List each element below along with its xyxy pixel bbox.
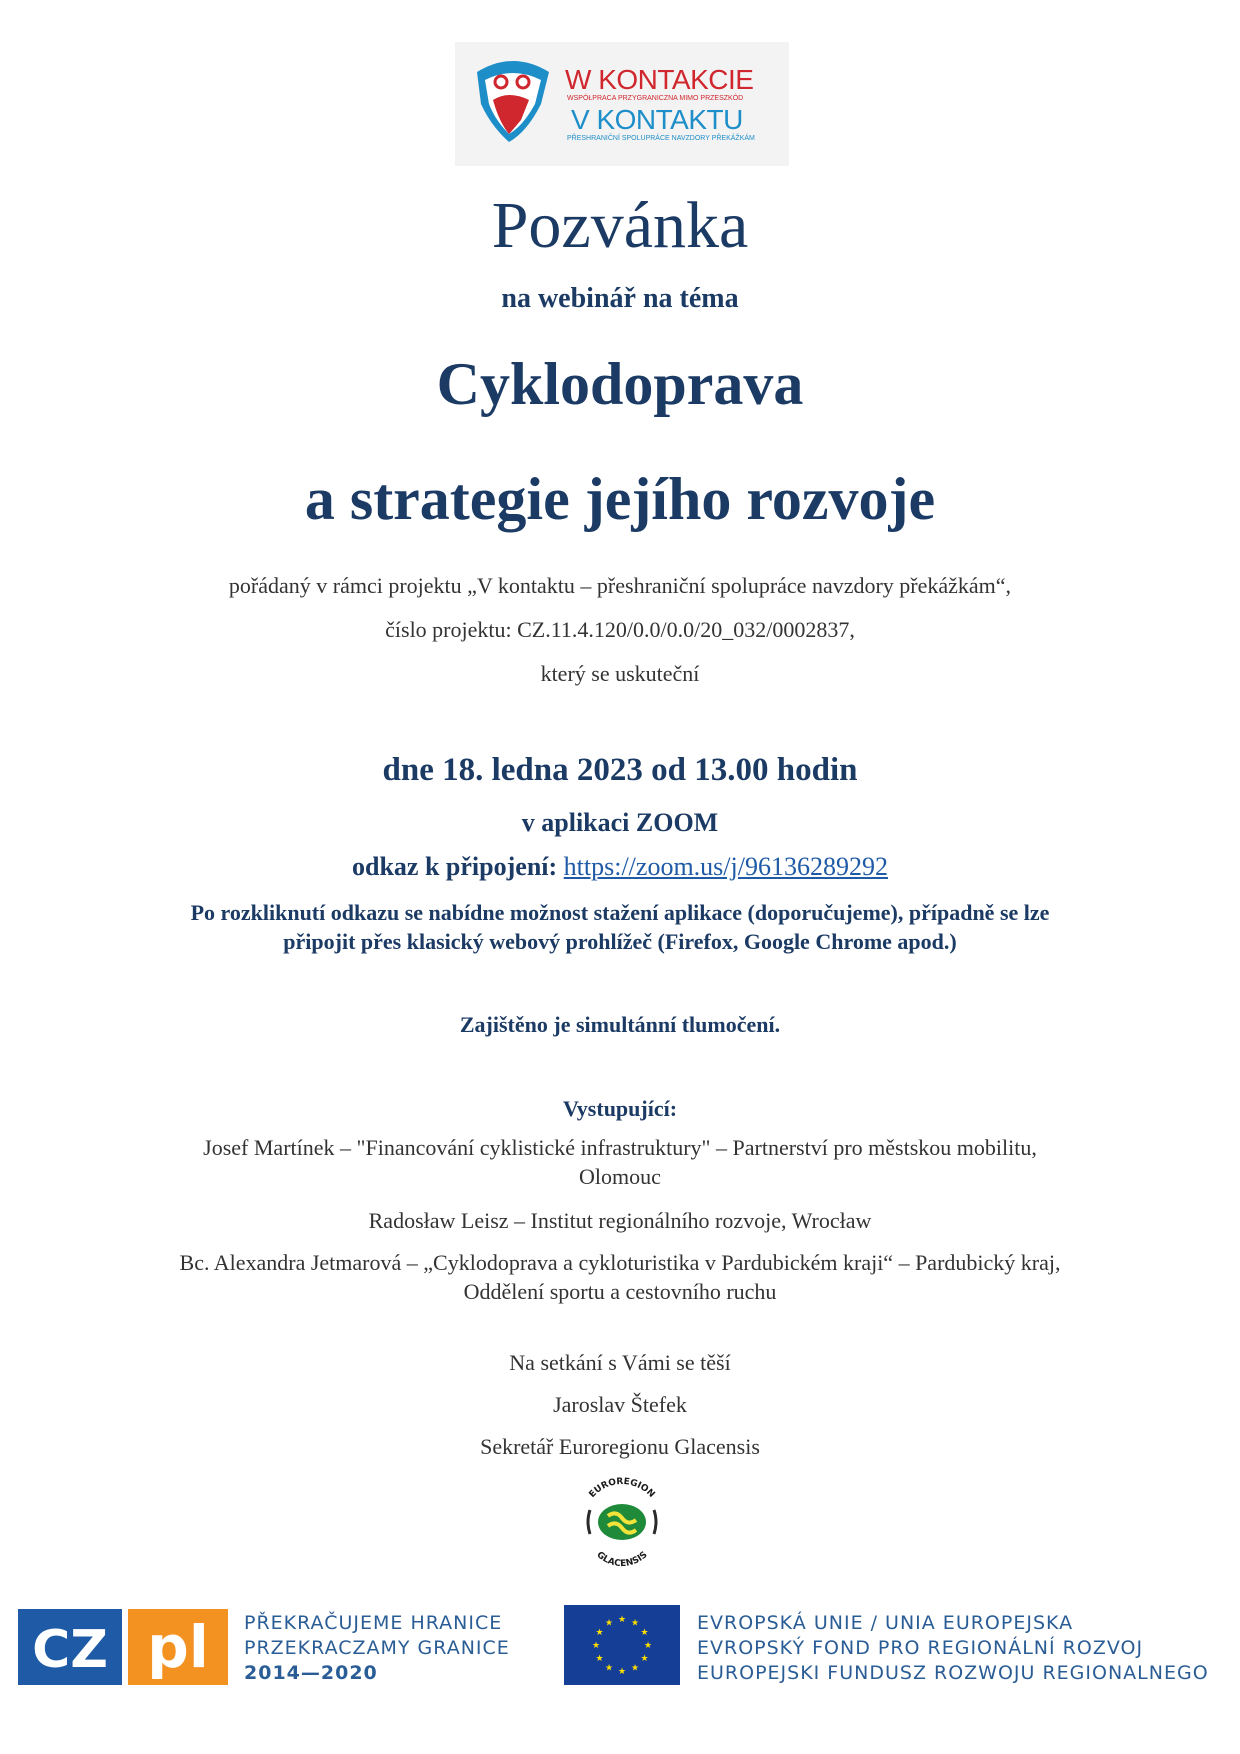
czpl-line-3: 2014—2020	[244, 1662, 378, 1684]
join-link-line	[0, 852, 1240, 882]
eu-line-3: EUROPEJSKI FUNDUSZ ROZWOJU REGIONALNEGO	[697, 1662, 1209, 1684]
euroregion-bottom-text: GLACENSIS	[594, 1550, 650, 1570]
project-logo	[455, 42, 789, 166]
project-logo-emblem	[463, 42, 563, 166]
speaker-line-1: Josef Martínek – "Financování cyklistické infrastruktury" – Partnerství pro městskou mobilitu,	[203, 1135, 1037, 1160]
speaker-line-1: Radosław Leisz – Institut regionálního rozvoje, Wrocław	[368, 1208, 872, 1233]
euroregion-glacensis-logo	[570, 1470, 674, 1574]
organized-by-text: pořádaný v rámci projektu „V kontaktu – přeshraniční spolupráce navzdory překážkám“,	[228, 573, 1012, 598]
zoom-link[interactable]: https://zoom.us/j/96136289292	[563, 852, 888, 881]
logo-line1-sub: WSPÓŁPRACA PRZYGRANICZNA MIMO PRZESZKÓD	[567, 95, 744, 102]
join-link-label: odkaz k připojení:	[352, 852, 558, 881]
svg-text:★: ★	[604, 1663, 614, 1674]
join-note-line-2: připojit přes klasický webový prohlížeč (Firefox, Google Chrome apod.)	[283, 929, 957, 954]
svg-text:★: ★	[595, 1628, 604, 1638]
svg-text:★: ★	[630, 1663, 640, 1674]
eu-flag-icon	[564, 1605, 680, 1685]
join-note-line-1: Po rozkliknutí odkazu se nabídne možnost stažení aplikace (doporučujeme), případně se lze	[190, 900, 1050, 925]
interpretation-note: Zajištěno je simultánní tlumočení.	[459, 1012, 781, 1037]
signer-role: Sekretář Euroregionu Glacensis	[480, 1434, 760, 1459]
logo-line1: W KONTAKCIE	[565, 64, 754, 95]
event-date: dne 18. ledna 2023 od 13.00 hodin	[382, 752, 858, 788]
czpl-line-1: PŘEKRAČUJEME HRANICE	[244, 1612, 503, 1634]
svg-text:★: ★	[643, 1641, 653, 1651]
speaker-item	[0, 1248, 1240, 1306]
svg-text:★: ★	[604, 1618, 614, 1629]
logo-line2-sub: PŘESHRANIČNÍ SPOLUPRÁCE NAVZDORY PŘEKÁŽKÁM	[567, 135, 755, 142]
speaker-item	[0, 1133, 1240, 1191]
czpl-line-2: PRZEKRACZAMY GRANICE	[244, 1637, 510, 1659]
project-number: číslo projektu: CZ.11.4.120/0.0/0.0/20_032/0002837,	[385, 617, 855, 642]
svg-text:★: ★	[640, 1654, 649, 1664]
czpl-logo	[18, 1607, 230, 1687]
svg-text:★: ★	[591, 1641, 601, 1651]
speaker-line-2: Oddělení sportu a cestovního ruchu	[463, 1279, 777, 1304]
join-note	[0, 898, 1240, 956]
invitation-subtitle: na webinář na téma	[501, 283, 739, 314]
speaker-line-2: Olomouc	[579, 1164, 661, 1189]
eu-line-2: EVROPSKÝ FOND PRO REGIONÁLNÍ ROZVOJ	[697, 1637, 1144, 1659]
speaker-line-1: Bc. Alexandra Jetmarová – „Cyklodoprava a cykloturistika v Pardubickém kraji“ – Pardubický kraj,	[179, 1250, 1061, 1275]
czpl-program-text	[244, 1611, 510, 1686]
speaker-item	[0, 1206, 1240, 1235]
logo-line2: V KONTAKTU	[571, 104, 743, 135]
speakers-heading: Vystupující:	[562, 1096, 678, 1121]
greeting: Na setkání s Vámi se těší	[509, 1350, 731, 1375]
svg-text:★: ★	[617, 1667, 627, 1677]
invitation-title: Pozvánka	[491, 189, 749, 262]
svg-text:★: ★	[617, 1615, 627, 1625]
czpl-cz-text: CZ	[32, 1620, 108, 1680]
occurs-text: který se uskuteční	[540, 661, 700, 686]
czpl-pl-text: pl	[147, 1613, 209, 1681]
eu-fund-text	[697, 1611, 1209, 1686]
svg-text:★: ★	[595, 1654, 604, 1664]
event-app: v aplikaci ZOOM	[521, 808, 719, 837]
topic-line-2: a strategie jejího rozvoje	[304, 466, 936, 532]
svg-text:★: ★	[630, 1618, 640, 1629]
topic-line-1: Cyklodoprava	[436, 351, 804, 417]
euroregion-top-text: EUROREGION	[587, 1476, 657, 1500]
signer-name: Jaroslav Štefek	[553, 1392, 687, 1417]
eu-line-1: EVROPSKÁ UNIE / UNIA EUROPEJSKA	[697, 1612, 1074, 1634]
svg-text:★: ★	[640, 1628, 649, 1638]
